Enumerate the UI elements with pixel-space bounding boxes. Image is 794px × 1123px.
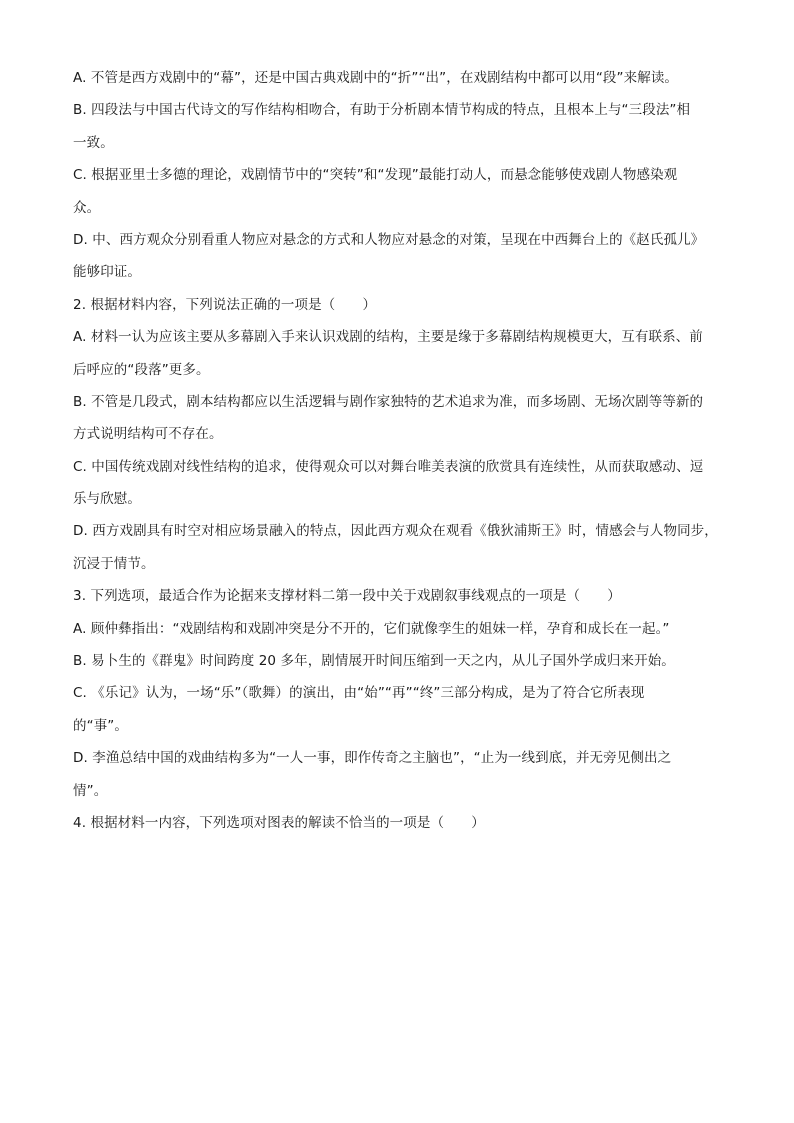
document-page	[73, 62, 723, 839]
option-3a: A. 顾仲彝指出：“戏剧结构和戏剧冲突是分不开的，它们就像孪生的姐妹一样，孕育和成长在一起。”	[73, 620, 670, 637]
option-2c-line-1: C. 中国传统戏剧对线性结构的追求，使得观众可以对舞台唯美表演的欣赏具有连续性，从而获取感动、逗	[73, 458, 704, 475]
option-1c-line-2: 众。	[73, 199, 101, 216]
option-1b-line-2: 一致。	[73, 134, 114, 151]
option-2b-line-1: B. 不管是几段式，剧本结构都应以生活逻辑与剧作家独特的艺术追求为准，而多场剧、无场次剧等等新的	[73, 393, 704, 410]
option-1b-line-1: B. 四段法与中国古代诗文的写作结构相吻合，有助于分析剧本情节构成的特点，且根本上与“三段法”相	[73, 102, 691, 119]
option-1d-line-2: 能够印证。	[73, 264, 141, 281]
option-3d-line-1: D. 李渔总结中国的戏曲结构多为“一人一事，即作传奇之主脑也”，“止为一线到底，并无旁见侧出之	[73, 750, 672, 767]
option-3c-line-1: C. 《乐记》认为，一场“乐”（歌舞）的演出，由“始”“再”“终”三部分构成，是为了符合它所表现	[73, 685, 645, 702]
option-3c-line-2: 的“事”。	[73, 717, 128, 734]
option-2a-line-2: 后呼应的“段落”更多。	[73, 361, 210, 378]
option-3d-line-2: 情”。	[73, 782, 108, 799]
option-2b-line-2: 方式说明结构可不存在。	[73, 426, 223, 443]
option-2c-line-2: 乐与欣慰。	[73, 491, 141, 508]
option-3b: B. 易卜生的《群鬼》时间跨度 20 多年，剧情展开时间压缩到一天之内，从儿子国外学成归来开始。	[73, 653, 675, 670]
option-2d-line-2: 沉浸于情节。	[73, 555, 155, 572]
option-2d-line-1: D. 西方戏剧具有时空对相应场景融入的特点，因此西方观众在观看《俄狄浦斯王》时，情感会与人物同步，	[73, 523, 718, 540]
option-1d-line-1: D. 中、西方观众分别看重人物应对悬念的方式和人物应对悬念的对策，呈现在中西舞台上的《赵氏孤儿》	[73, 231, 705, 248]
option-1c-line-1: C. 根据亚里士多德的理论，戏剧情节中的“突转”和“发现”最能打动人，而悬念能够使戏剧人物感染观	[73, 167, 678, 184]
option-1a-line-1: A. 不管是西方戏剧中的“幕”，还是中国古典戏剧中的“折”“出”，在戏剧结构中都可以用“段”来解读。	[73, 70, 679, 86]
option-2a-line-1: A. 材料一认为应该主要从多幕剧入手来认识戏剧的结构，主要是缘于多幕剧结构规模更大，互有联系、前	[73, 329, 703, 346]
question-4: 4. 根据材料一内容，下列选项对图表的解读不恰当的一项是（ ）	[73, 814, 485, 831]
question-2: 2. 根据材料内容，下列说法正确的一项是（ ）	[73, 296, 377, 313]
question-3: 3. 下列选项，最适合作为论据来支撑材料二第一段中关于戏剧叙事线观点的一项是（ ）	[73, 588, 621, 605]
